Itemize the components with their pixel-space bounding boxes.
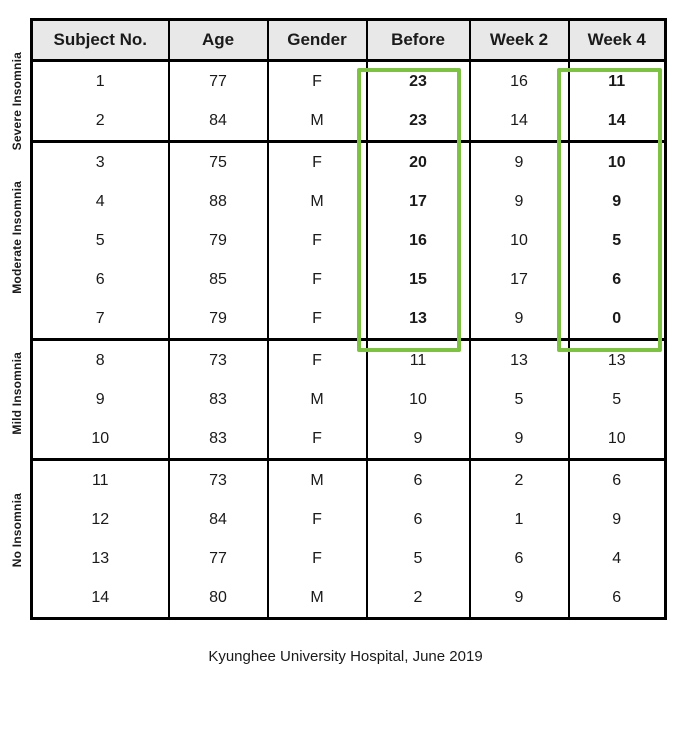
cell-week2: 16 — [470, 61, 569, 102]
cell-subject: 7 — [32, 299, 169, 340]
cell-week4: 6 — [569, 260, 666, 299]
cell-week2: 9 — [470, 578, 569, 619]
cell-subject: 5 — [32, 221, 169, 260]
cell-week4: 5 — [569, 380, 666, 419]
cell-gender: F — [268, 419, 367, 460]
group-label-3 — [4, 452, 30, 608]
cell-before: 11 — [367, 340, 470, 381]
group-label-column — [4, 18, 30, 638]
cell-gender: M — [268, 182, 367, 221]
cell-week4: 6 — [569, 578, 666, 619]
cell-before: 23 — [367, 61, 470, 102]
cell-subject: 9 — [32, 380, 169, 419]
cell-subject: 8 — [32, 340, 169, 381]
cell-week2: 9 — [470, 419, 569, 460]
cell-gender: M — [268, 460, 367, 501]
table-row — [32, 419, 666, 460]
cell-week4: 4 — [569, 539, 666, 578]
cell-week2: 10 — [470, 221, 569, 260]
cell-subject: 11 — [32, 460, 169, 501]
cell-week4: 14 — [569, 101, 666, 142]
figure-caption: Kyunghee University Hospital, June 2019 — [208, 648, 483, 665]
cell-before: 9 — [367, 419, 470, 460]
column-header-age: Age — [169, 20, 268, 61]
cell-before: 2 — [367, 578, 470, 619]
column-header-week4: Week 4 — [569, 20, 666, 61]
cell-week4: 5 — [569, 221, 666, 260]
table-row — [32, 142, 666, 183]
cell-week4: 6 — [569, 460, 666, 501]
cell-before: 17 — [367, 182, 470, 221]
cell-gender: F — [268, 260, 367, 299]
cell-subject: 2 — [32, 101, 169, 142]
table-row — [32, 260, 666, 299]
table-body — [32, 61, 666, 619]
cell-subject: 12 — [32, 500, 169, 539]
cell-subject: 1 — [32, 61, 169, 102]
cell-age: 84 — [169, 500, 268, 539]
cell-before: 6 — [367, 460, 470, 501]
cell-gender: F — [268, 221, 367, 260]
cell-gender: F — [268, 340, 367, 381]
cell-week2: 9 — [470, 182, 569, 221]
cell-age: 84 — [169, 101, 268, 142]
group-label-text: Moderate Insomnia — [10, 181, 24, 294]
group-label-text: Severe Insomnia — [10, 51, 24, 151]
table-row — [32, 61, 666, 102]
group-label-text: Mild Insomnia — [10, 352, 24, 435]
cell-gender: F — [268, 142, 367, 183]
cell-week2: 17 — [470, 260, 569, 299]
group-label-2 — [4, 335, 30, 452]
cell-age: 80 — [169, 578, 268, 619]
table-header-row — [32, 20, 666, 61]
cell-before: 5 — [367, 539, 470, 578]
cell-week2: 14 — [470, 101, 569, 142]
cell-age: 73 — [169, 340, 268, 381]
cell-week4: 10 — [569, 419, 666, 460]
cell-week2: 13 — [470, 340, 569, 381]
cell-age: 83 — [169, 419, 268, 460]
cell-before: 20 — [367, 142, 470, 183]
cell-week4: 11 — [569, 61, 666, 102]
cell-gender: M — [268, 578, 367, 619]
cell-gender: F — [268, 61, 367, 102]
cell-week2: 5 — [470, 380, 569, 419]
cell-gender: F — [268, 539, 367, 578]
cell-before: 13 — [367, 299, 470, 340]
cell-age: 77 — [169, 61, 268, 102]
cell-gender: M — [268, 101, 367, 142]
table-row — [32, 340, 666, 381]
cell-age: 88 — [169, 182, 268, 221]
cell-week2: 1 — [470, 500, 569, 539]
cell-before: 16 — [367, 221, 470, 260]
cell-week2: 9 — [470, 142, 569, 183]
cell-gender: F — [268, 500, 367, 539]
column-header-subject: Subject No. — [32, 20, 169, 61]
table-row — [32, 221, 666, 260]
cell-age: 75 — [169, 142, 268, 183]
cell-age: 83 — [169, 380, 268, 419]
cell-week2: 2 — [470, 460, 569, 501]
cell-subject: 14 — [32, 578, 169, 619]
table-row — [32, 182, 666, 221]
table-row — [32, 578, 666, 619]
cell-subject: 4 — [32, 182, 169, 221]
table-row — [32, 500, 666, 539]
cell-week4: 10 — [569, 142, 666, 183]
cell-age: 85 — [169, 260, 268, 299]
cell-week4: 13 — [569, 340, 666, 381]
cell-age: 77 — [169, 539, 268, 578]
table-row — [32, 299, 666, 340]
cell-before: 10 — [367, 380, 470, 419]
cell-age: 79 — [169, 299, 268, 340]
cell-before: 23 — [367, 101, 470, 142]
insomnia-score-table — [30, 18, 667, 620]
cell-gender: F — [268, 299, 367, 340]
table-row — [32, 460, 666, 501]
group-label-0 — [4, 51, 30, 151]
table-row — [32, 101, 666, 142]
cell-age: 79 — [169, 221, 268, 260]
cell-week2: 6 — [470, 539, 569, 578]
cell-subject: 13 — [32, 539, 169, 578]
cell-age: 73 — [169, 460, 268, 501]
column-header-before: Before — [367, 20, 470, 61]
table-row — [32, 380, 666, 419]
table-row — [32, 539, 666, 578]
cell-before: 6 — [367, 500, 470, 539]
cell-week4: 9 — [569, 182, 666, 221]
column-header-week2: Week 2 — [470, 20, 569, 61]
table-header — [32, 20, 666, 61]
group-label-1 — [4, 140, 30, 335]
cell-gender: M — [268, 380, 367, 419]
group-label-text: No Insomnia — [10, 492, 24, 568]
cell-subject: 3 — [32, 142, 169, 183]
column-header-gender: Gender — [268, 20, 367, 61]
cell-week2: 9 — [470, 299, 569, 340]
cell-week4: 0 — [569, 299, 666, 340]
cell-week4: 9 — [569, 500, 666, 539]
cell-before: 15 — [367, 260, 470, 299]
cell-subject: 10 — [32, 419, 169, 460]
cell-subject: 6 — [32, 260, 169, 299]
